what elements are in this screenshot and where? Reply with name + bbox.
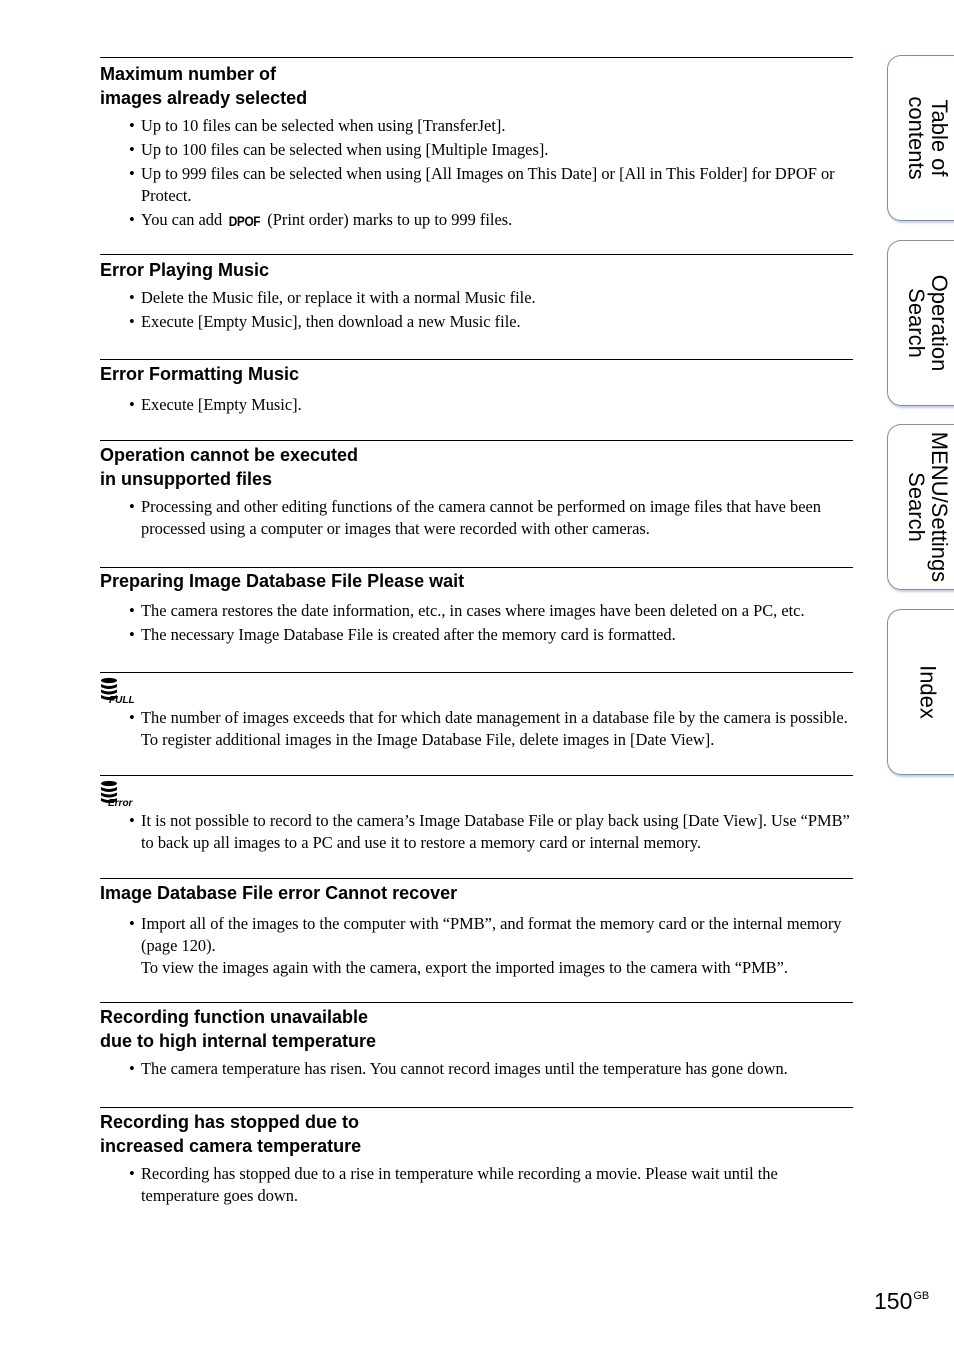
list-item: • The camera restores the date information, etc., in cases where images have been deleted on a PC, etc. bbox=[129, 600, 853, 622]
page-number bbox=[874, 1288, 929, 1315]
section-database-cannot-recover bbox=[100, 878, 853, 979]
section-title: Recording function unavailable due to high internal temperature bbox=[100, 1007, 377, 1051]
bullet-list bbox=[100, 913, 853, 979]
tab-label: Table of contents bbox=[904, 96, 952, 180]
svg-text:FULL: FULL bbox=[109, 695, 135, 703]
list-item-text: Import all of the images to the computer with “PMB”, and format the memory card or the internal memory (page 120). bbox=[141, 913, 842, 955]
icon-heading bbox=[100, 776, 853, 810]
section-error-playing-music bbox=[100, 254, 853, 333]
svg-text:Error: Error bbox=[108, 798, 133, 806]
list-item: • It is not possible to record to the camera’s Image Database File or play back using [Date View]. Use “PMB” to back up all images to a PC and use it to restore a memory card or internal memory. bbox=[129, 810, 853, 854]
tab-menu-settings-search[interactable] bbox=[887, 424, 954, 590]
tab-label: Index bbox=[915, 665, 941, 719]
dpof-text-before: You can add bbox=[141, 210, 227, 229]
section-recording-stopped bbox=[100, 1107, 853, 1207]
tab-label: Operation Search bbox=[904, 274, 952, 372]
section-max-images bbox=[100, 57, 853, 232]
section-unsupported-files bbox=[100, 440, 853, 540]
bullet-list bbox=[100, 1163, 853, 1207]
list-item: • Processing and other editing functions of the camera cannot be performed on image files that have been processed using a computer or images that were recorded with other cameras. bbox=[129, 496, 853, 540]
list-item: • Delete the Music file, or replace it with a normal Music file. bbox=[129, 287, 853, 309]
database-full-icon bbox=[100, 677, 140, 703]
tab-operation-search[interactable] bbox=[887, 240, 954, 406]
section-title: Preparing Image Database File Please wait bbox=[100, 571, 465, 591]
bullet-list bbox=[100, 496, 853, 540]
list-item: • Recording has stopped due to a rise in temperature while recording a movie. Please wait until the temperature goes down. bbox=[129, 1163, 853, 1207]
page-number-value: 150 bbox=[874, 1288, 913, 1314]
section-title: Image Database File error Cannot recover bbox=[100, 883, 458, 903]
list-item: • Up to 100 files can be selected when using [Multiple Images]. bbox=[129, 139, 853, 161]
dpof-icon: DPOF bbox=[229, 213, 261, 229]
database-error-icon bbox=[100, 780, 140, 806]
list-item: • The camera temperature has risen. You cannot record images until the temperature has gone down. bbox=[129, 1058, 853, 1080]
section-database-error bbox=[100, 775, 853, 854]
tab-label: MENU/Settings Search bbox=[904, 431, 952, 583]
bullet-list bbox=[100, 600, 853, 646]
icon-heading bbox=[100, 673, 853, 707]
section-recording-unavailable bbox=[100, 1002, 853, 1080]
bullet-list bbox=[100, 394, 853, 416]
list-item: • Execute [Empty Music]. bbox=[129, 394, 853, 416]
bullet-list bbox=[100, 115, 853, 232]
list-item-continuation: To view the images again with the camera, export the imported images to the camera with “PMB”. bbox=[141, 957, 788, 977]
section-database-full bbox=[100, 672, 853, 751]
dpof-text-after: (Print order) marks to up to 999 files. bbox=[263, 210, 513, 229]
section-title: Error Formatting Music bbox=[100, 364, 300, 384]
tab-table-of-contents[interactable] bbox=[887, 55, 954, 221]
list-item: • Up to 999 files can be selected when using [All Images on This Date] or [All in This Folder] for DPOF or Protect. bbox=[129, 163, 853, 207]
section-title: Operation cannot be executed in unsupported files bbox=[100, 445, 359, 489]
bullet-list bbox=[100, 287, 853, 333]
list-item bbox=[129, 209, 853, 232]
section-preparing-database bbox=[100, 567, 853, 646]
list-item: • Up to 10 files can be selected when using [TransferJet]. bbox=[129, 115, 853, 137]
list-item bbox=[129, 913, 853, 979]
list-item: • The number of images exceeds that for which date management in a database file by the camera is possible. To register additional images in the Image Database File, delete images in [Date View]. bbox=[129, 707, 853, 751]
bullet-list bbox=[100, 707, 853, 751]
page-number-suffix: GB bbox=[913, 1290, 930, 1302]
bullet-list bbox=[100, 1058, 853, 1080]
section-error-formatting-music bbox=[100, 359, 853, 416]
tab-index[interactable] bbox=[887, 609, 954, 775]
section-title: Maximum number of images already selected bbox=[100, 64, 308, 108]
bullet-list bbox=[100, 810, 853, 854]
list-item: • The necessary Image Database File is created after the memory card is formatted. bbox=[129, 624, 853, 646]
list-item: • Execute [Empty Music], then download a new Music file. bbox=[129, 311, 853, 333]
section-title: Error Playing Music bbox=[100, 260, 270, 280]
section-title: Recording has stopped due to increased camera temperature bbox=[100, 1112, 362, 1156]
